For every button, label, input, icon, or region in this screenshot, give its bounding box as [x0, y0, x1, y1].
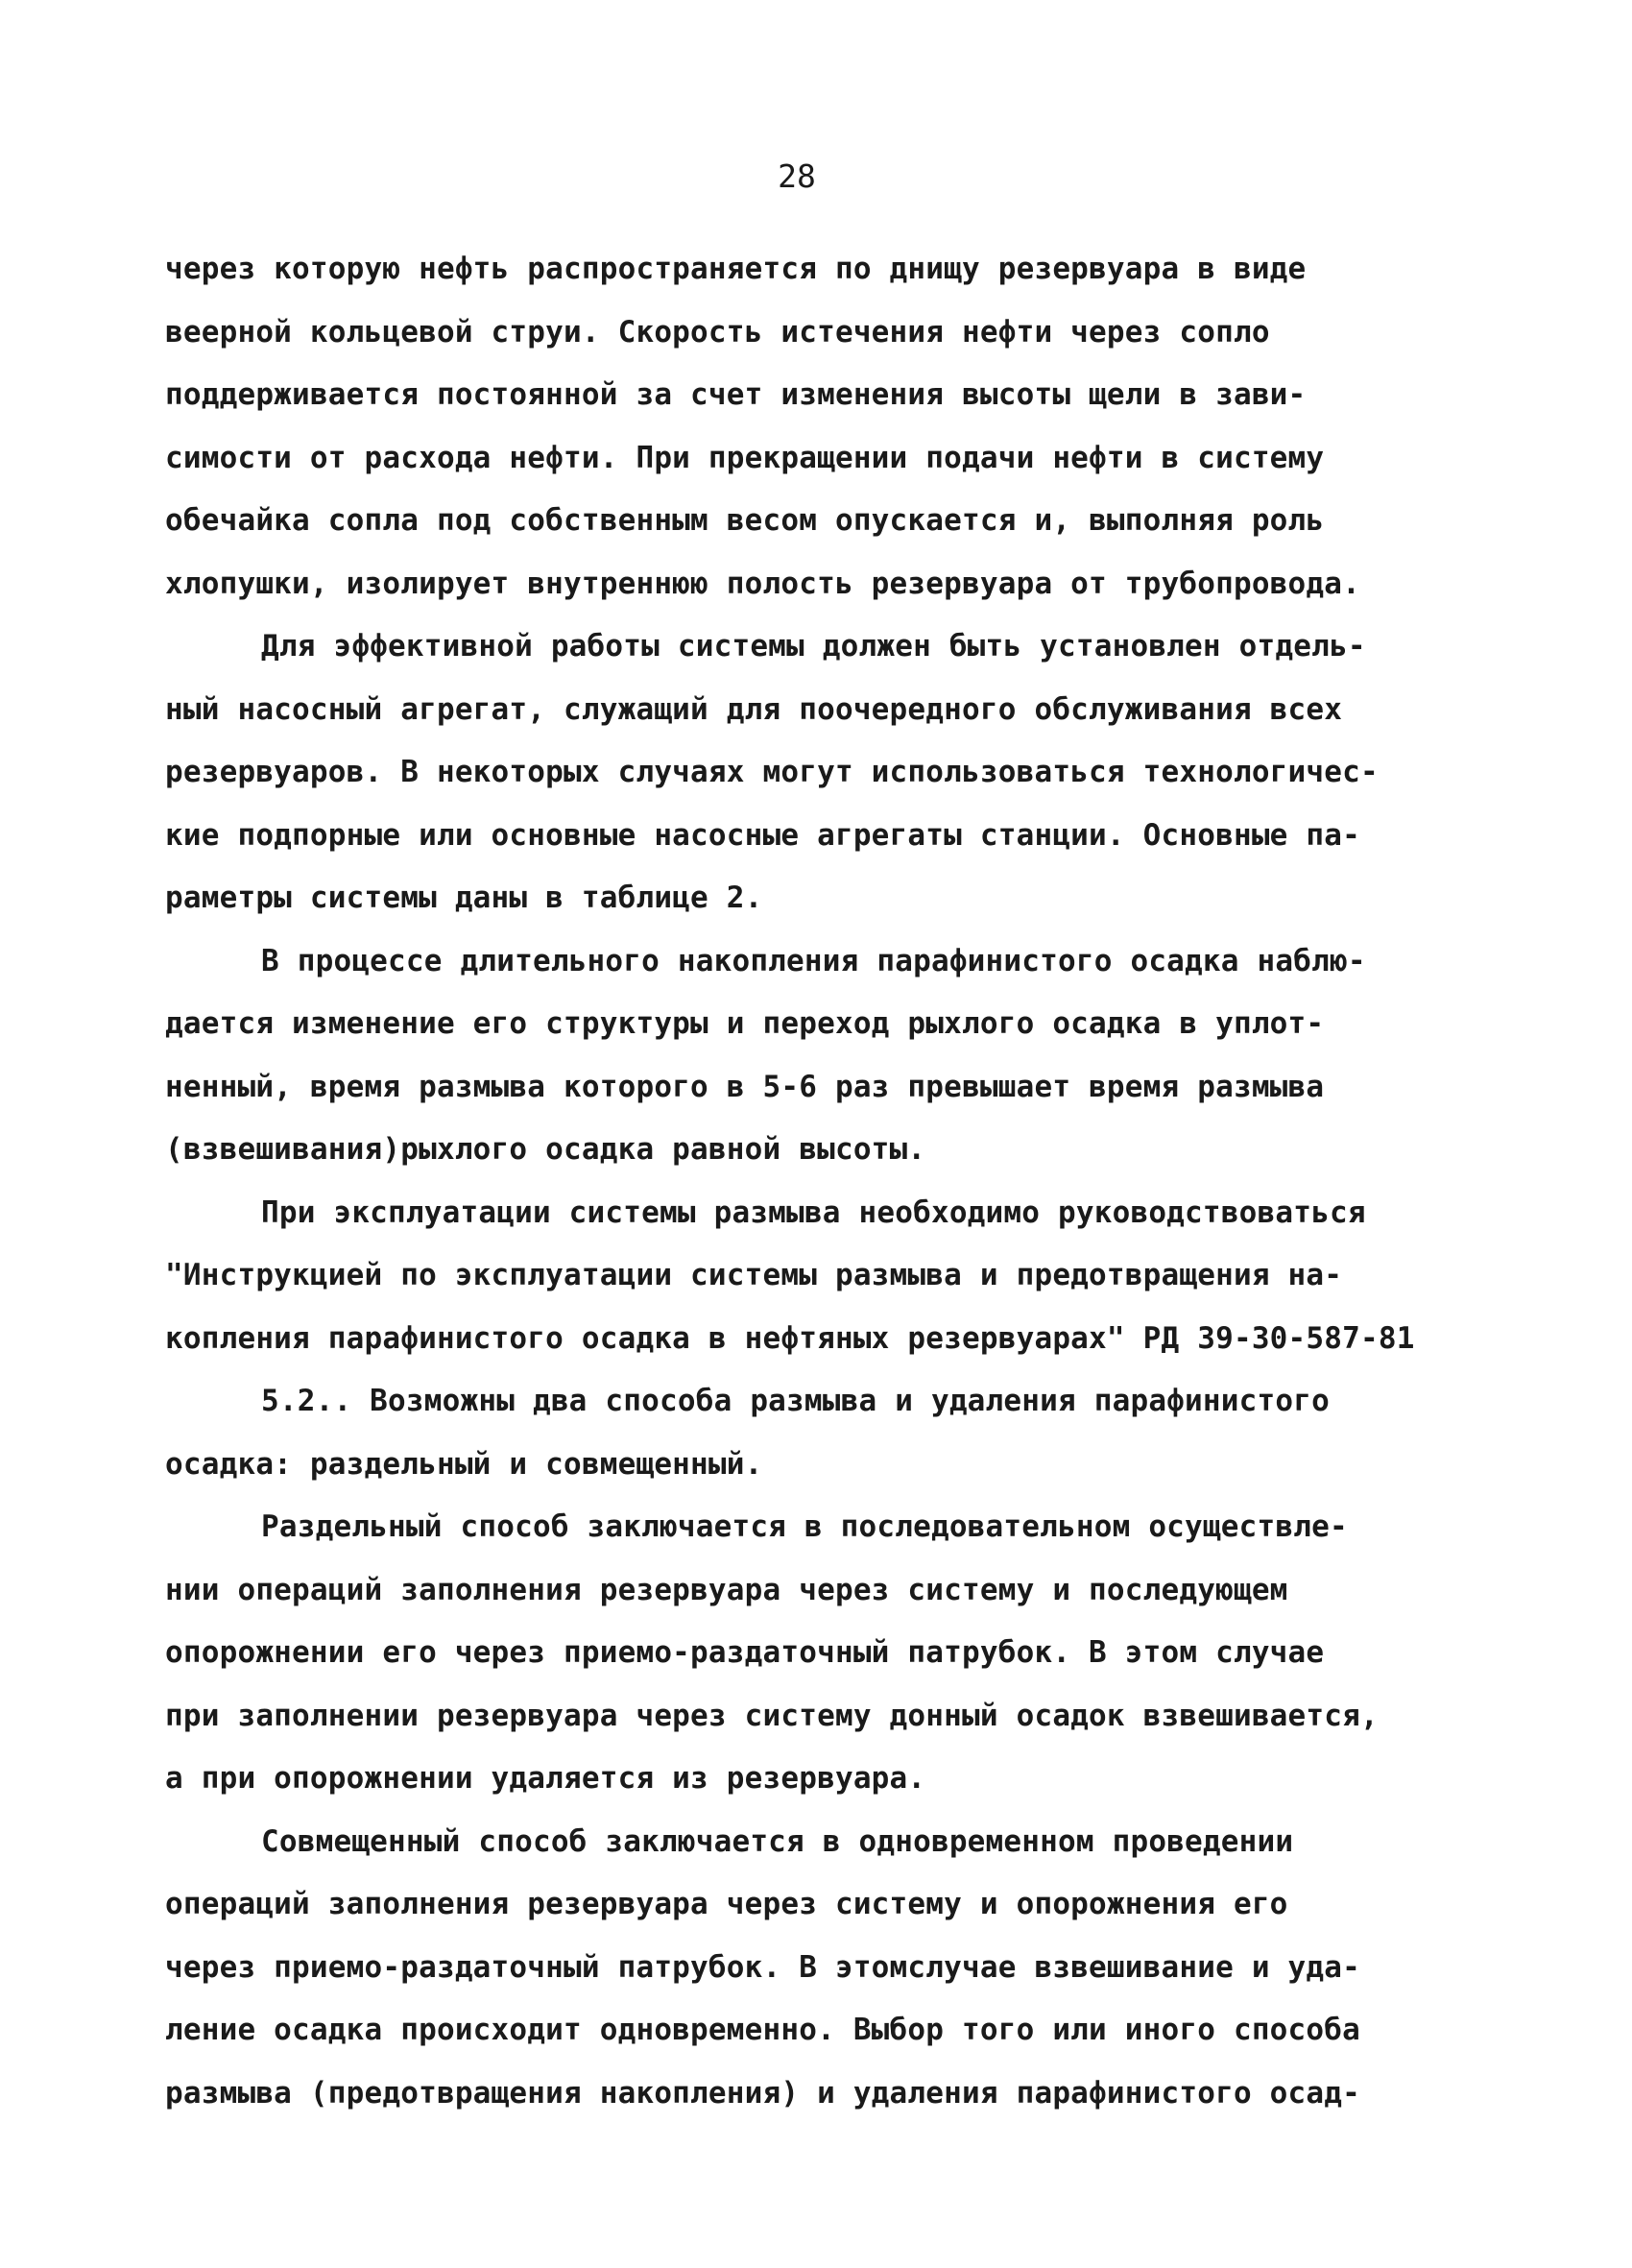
- text-line: Совмещенный способ заключается в одновременном проведении: [261, 1823, 1294, 1859]
- body-text: [165, 238, 1528, 2125]
- text-line: "Инструкцией по эксплуатации системы размыва и предотвращения на-: [165, 1258, 1343, 1292]
- text-line: нии операций заполнения резервуара через систему и последующем: [165, 1572, 1288, 1607]
- text-line: обечайка сопла под собственным весом опускается и, выполняя роль: [165, 503, 1325, 538]
- text-line: дается изменение его структуры и переход рыхлого осадка в уплот-: [165, 1006, 1325, 1041]
- paragraph-6: [165, 1496, 1528, 1811]
- text-line: Для эффективной работы системы должен быть установлен отдель-: [261, 629, 1366, 664]
- text-line: симости от расхода нефти. При прекращении подачи нефти в систему: [165, 440, 1325, 475]
- paragraph-1: [165, 238, 1528, 615]
- text-line: размыва (предотвращения накопления) и удаления парафинистого осад-: [165, 2075, 1360, 2111]
- text-line: В процессе длительного накопления парафинистого осадка наблю-: [261, 943, 1366, 978]
- text-line: через которую нефть распространяется по днищу резервуара в виде: [165, 252, 1307, 286]
- text-line: копления парафинистого осадка в нефтяных резервуарах" РД 39-30-587-81: [165, 1320, 1415, 1356]
- paragraph-3: [165, 930, 1528, 1182]
- text-line: хлопушки, изолирует внутреннюю полость резервуара от трубопровода.: [165, 566, 1360, 601]
- text-line: раметры системы даны в таблице 2.: [165, 881, 763, 915]
- text-line: При эксплуатации системы размыва необходимо руководствоваться: [261, 1194, 1366, 1230]
- text-line: операций заполнения резервуара через систему и опорожнения его: [165, 1887, 1288, 1921]
- text-line: Раздельный способ заключается в последовательном осуществле-: [261, 1509, 1348, 1544]
- paragraph-4: [165, 1182, 1528, 1371]
- text-line: при заполнении резервуара через систему донный осадок взвешивается,: [165, 1698, 1379, 1733]
- text-line: а при опорожнении удаляется из резервуара.: [165, 1761, 926, 1796]
- text-line: поддерживается постоянной за счет изменения высоты щели в зави-: [165, 377, 1307, 412]
- page-number: 28: [778, 157, 816, 195]
- text-line: веерной кольцевой струи. Скорость истечения нефти через сопло: [165, 314, 1270, 350]
- text-line: 5.2.. Возможны два способа размыва и удаления парафинистого: [261, 1384, 1330, 1418]
- text-line: через приемо-раздаточный патрубок. В этомслучае взвешивание и уда-: [165, 1949, 1360, 1985]
- text-line: опорожнении его через приемо-раздаточный патрубок. В этом случае: [165, 1635, 1325, 1670]
- text-line: ненный, время размыва которого в 5-6 раз превышает время размыва: [165, 1069, 1325, 1104]
- paragraph-5: [165, 1370, 1528, 1496]
- text-line: осадка: раздельный и совмещенный.: [165, 1446, 763, 1482]
- text-line: (взвешивания)рыхлого осадка равной высоты.: [165, 1132, 926, 1167]
- text-line: ление осадка происходит одновременно. Выбор того или иного способа: [165, 2013, 1360, 2047]
- text-line: ный насосный агрегат, служащий для поочередного обслуживания всех: [165, 691, 1343, 727]
- text-line: резервуаров. В некоторых случаях могут использоваться технологичес-: [165, 755, 1379, 789]
- text-line: кие подпорные или основные насосные агрегаты станции. Основные па-: [165, 817, 1360, 853]
- paragraph-7: [165, 1811, 1528, 2126]
- paragraph-2: [165, 615, 1528, 930]
